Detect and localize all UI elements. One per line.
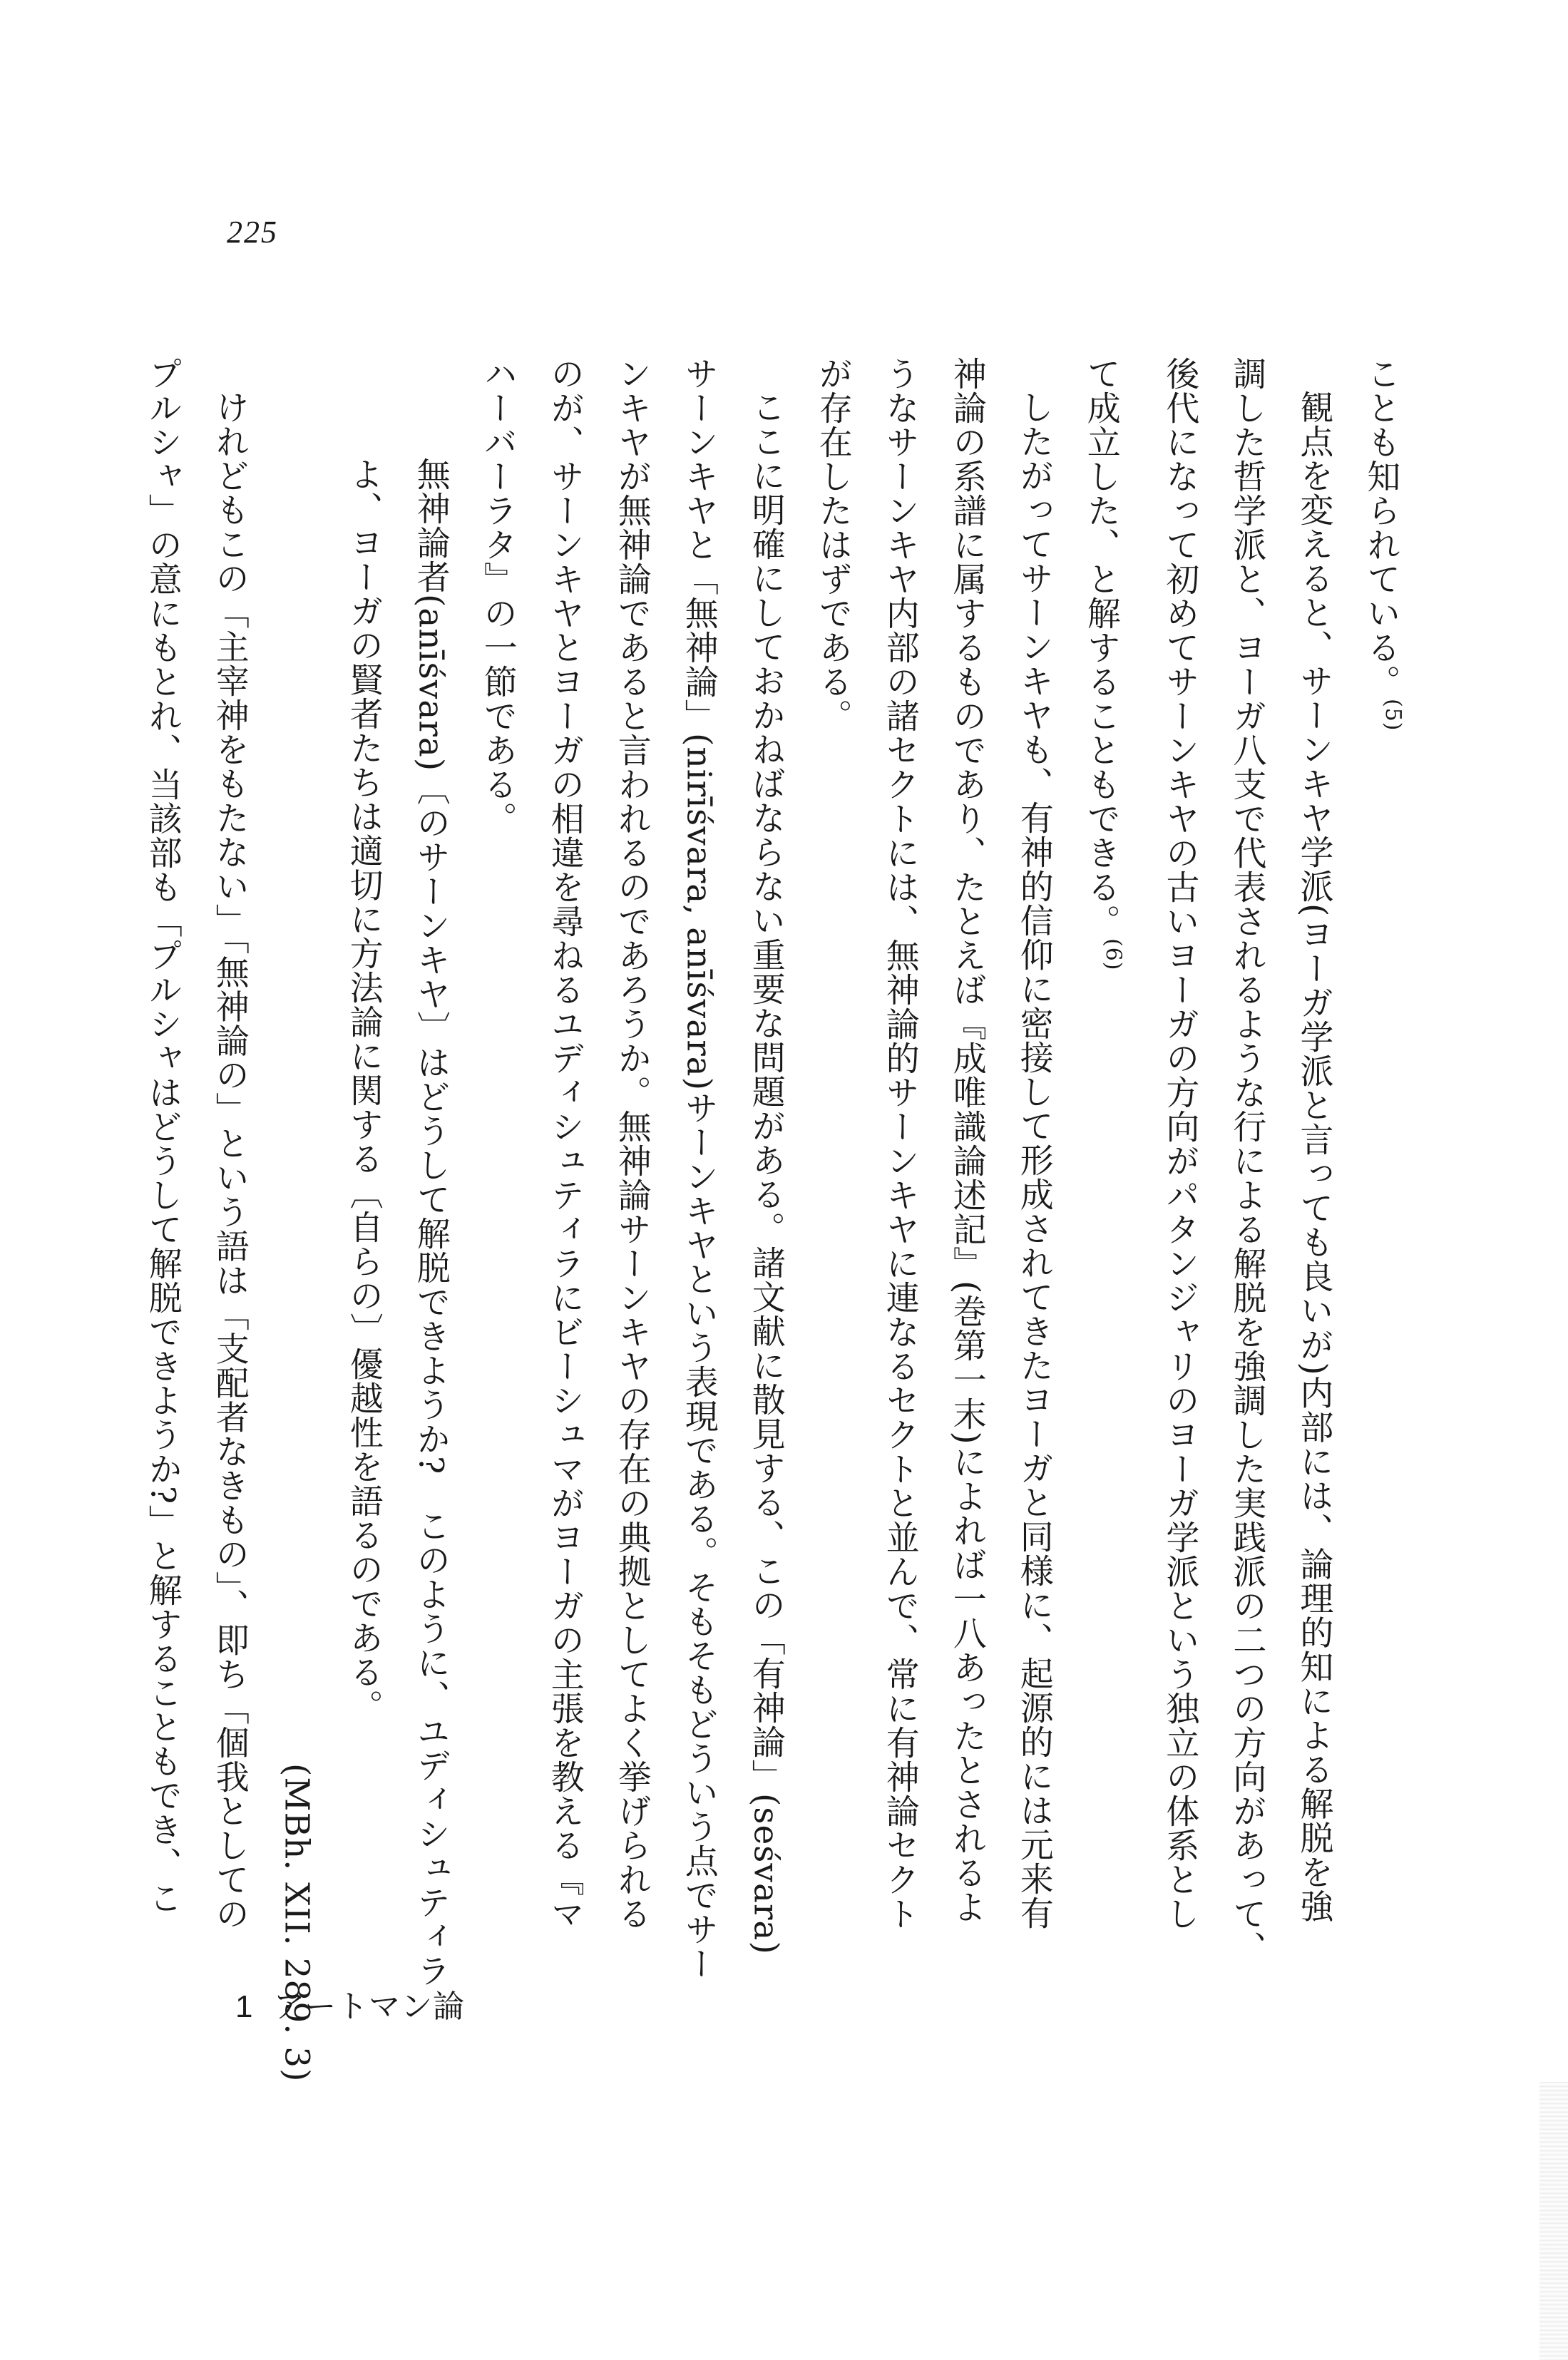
page-number: 225 (227, 215, 278, 250)
text-line-6: したがってサーンキヤも、有神的信仰に密接して形成されてきたヨーガと同様に、起源的には元来有 (1014, 390, 1054, 1930)
text-line-10: ここに明確にしておかねばならない重要な問題がある。諸文献に散見する、この「有神論」(seśvara) (746, 390, 786, 1955)
footnote-marker-5: (5) (1380, 699, 1405, 732)
text-line-8: うなサーンキヤ内部の諸セクトには、無神論的サーンキヤに連なるセクトと並んで、常に有神論セクト (880, 356, 920, 1931)
text-line-12: ンキヤが無神論であると言われるのであろうか。無神論サーンキヤの存在の典拠としてよく挙げられる (612, 356, 652, 1931)
text-line-1: ことも知られている。$^{(5)}$ (1361, 356, 1405, 732)
text-line-2: 観点を変えると、サーンキヤ学派(ヨーガ学派と言っても良いが)内部には、論理的知による解脱を強 (1294, 390, 1334, 1924)
text-line-9: が存在したはずである。 (813, 356, 853, 733)
text-line-3: 調した哲学派と、ヨーガ八支で代表されるような行による解脱を強調した実践派の二つの方向があって、 (1227, 356, 1267, 1965)
scan-edge-artifact (1539, 2082, 1568, 2360)
footer-chapter-number: 1 (235, 1989, 254, 2024)
quote-line-1: 無神論者(anīśvara)〔のサーンキヤ〕はどうして解脱できようか? このように、ユディシュティラ (411, 457, 451, 1989)
text-line-7: 神論の系譜に属するものであり、たとえば『成唯識論述記』(巻第一末)によれば一八あったとされるよ (947, 356, 987, 1924)
text-line-11: サーンキヤと「無神論」(nirīśvara, anīśvara)サーンキヤという表現である。そもそもどういう点でサー (679, 356, 719, 1981)
quote-line-2: よ、ヨーガの賢者たちは適切に方法論に関する〔自らの〕優越性を語るのである。 (344, 457, 384, 1723)
text-line-5: て成立した、と解することもできる。$^{(6)}$ (1081, 356, 1126, 971)
quote-citation: (MBh. XII. 289. 3) (277, 1763, 317, 2082)
footnote-marker-6: (6) (1100, 938, 1126, 971)
text-line-13: のが、サーンキヤとヨーガの相違を尋ねるユディシュティラにビーシュマがヨーガの主張を教える『マ (545, 356, 585, 1931)
text-line-16: プルシャ」の意にもとれ、当該部も「プルシャはどうして解脱できようか?」と解することもでき、こ (143, 356, 183, 1916)
text-line-4: 後代になって初めてサーンキヤの古いヨーガの方向がパタンジャリのヨーガ学派という独立の体系とし (1160, 356, 1200, 1931)
text-line-14: ハーバーラタ』の一節である。 (478, 356, 518, 836)
text-line-15: けれどもこの「主宰神をもたない」「無神論の」という語は「支配者なきもの」、即ち「個我としての (210, 390, 250, 1931)
main-text-block (143, 356, 1426, 2210)
running-footer (235, 1981, 465, 2026)
footer-chapter-title: アートマン論 (273, 1989, 466, 2025)
